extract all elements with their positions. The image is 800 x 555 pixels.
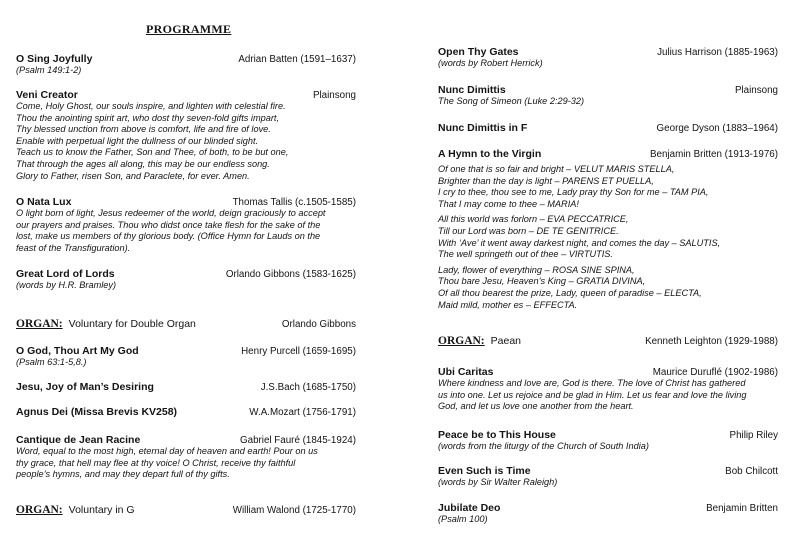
entry-header [16,89,356,101]
programme-entry [438,366,778,413]
organ-item [438,331,521,349]
entry-header [438,84,778,96]
text-line: Of one that is so fair and bright – VELUT MARIS STELLA, [438,164,675,174]
entry-header [16,196,356,208]
text-line: (words by Robert Herrick) [438,58,543,68]
entry-header [16,500,356,518]
composer-name: J.S.Bach (1685-1750) [260,382,356,393]
entry-header [438,46,778,58]
composer-name: Henry Purcell (1659-1695) [241,346,356,357]
text-line: feast of the Transfiguration). [16,242,131,253]
text-line: Thy blessed unction from above is comfort, life and fire of love. [16,124,271,135]
composer-name: Julius Harrison (1885-1963) [657,47,778,58]
text-line: Lady, flower of everything – ROSA SINE SPINA, [438,264,635,275]
piece-title: Voluntary for Double Organ [68,318,196,330]
piece-title: Great Lord of Lords [16,268,115,280]
text-line: Glory to Father, risen Son, and Paraclete, for ever. Amen. [16,170,250,181]
programme-entry [438,331,778,349]
entry-header [16,345,356,357]
text-line: Come, Holy Ghost, our souls inspire, and lighten with celestial fire. [16,101,286,111]
piece-title: Even Such is Time [438,465,531,477]
programme-entry [16,53,356,77]
piece-title: O God, Thou Art My God [16,345,139,357]
piece-title: Nunc Dimittis [438,84,506,96]
organ-label: ORGAN: [438,335,485,347]
text-line: The well springeth out of thee – VIRTUTIS. [438,249,613,260]
text-line: (Psalm 63:1-5,8.) [16,357,87,367]
text-line: O light born of light, Jesus redeemer of the world, deign graciously to accept [16,208,326,218]
hymn-stanza [438,214,778,260]
entry-header [438,502,778,514]
text-line: us into one. Let us rejoice and be glad in Him. Let us fear and love the living [438,389,747,400]
programme-entry [16,434,356,481]
text-line: That I may come to thee – MARIA! [438,198,579,209]
programme-entry [16,196,356,254]
text-line: (Psalm 149:1-2) [16,65,82,75]
hymn-stanza [438,265,778,311]
text-line: people’s hymns, and may they depart full of thy gifts. [16,469,230,480]
entry-header [16,268,356,280]
entry-header [438,429,778,441]
text-line: Thou bare Jesu, Heaven’s King – GRATIA DIVINA, [438,276,646,287]
organ-item [16,500,135,518]
entry-header [438,148,778,160]
text-line: thy grace, that hell may flee at thy voice! O Christ, receive thy faithful [16,457,296,468]
hymn-stanza [438,164,778,210]
entry-header [438,122,778,134]
programme-entry [438,502,778,526]
entry-header [16,406,356,418]
programme-entry [438,84,778,108]
entry-header [16,314,356,332]
text-line: The Song of Simeon (Luke 2:29-32) [438,96,585,106]
piece-title: Agnus Dei (Missa Brevis KV258) [16,406,178,418]
programme-entry [16,381,356,393]
composer-name: William Walond (1725-1770) [232,505,356,516]
text-line: All this world was forlorn – EVA PECCATRICE, [438,214,629,225]
programme-entry [16,406,356,418]
composer-name: George Dyson (1883–1964) [656,123,778,134]
programme-entry [16,345,356,369]
text-line: (words by Sir Walter Raleigh) [438,477,558,487]
piece-title: A Hymn to the Virgin [438,148,542,160]
text-line: Where kindness and love are, God is there. The love of Christ has gathered [438,378,746,388]
text-line: God, and let us love one another from the heart. [438,401,634,412]
entry-header [438,331,778,349]
organ-label: ORGAN: [16,318,63,330]
composer-name: Philip Riley [729,430,778,441]
entry-header [438,465,778,477]
text-line: (Psalm 100) [438,514,488,524]
piece-title: Voluntary in G [68,504,135,516]
programme-entry [16,89,356,182]
programme-entry [438,46,778,70]
composer-name: Plainsong [312,90,356,101]
text-line: lost, make us members of thy glorious body. (Office Hymn for Lauds on the [16,231,321,242]
composer-name: Kenneth Leighton (1929-1988) [645,336,778,347]
piece-title: Ubi Caritas [438,366,494,378]
composer-name: Maurice Duruflé (1902-1986) [652,367,778,378]
piece-title: O Nata Lux [16,196,72,208]
composer-name: Benjamin Britten (1913-1976) [650,149,778,160]
piece-title: Cantique de Jean Racine [16,434,141,446]
entry-header [16,381,356,393]
programme-entry [16,500,356,518]
piece-title: Jesu, Joy of Man’s Desiring [16,381,154,393]
entry-header [16,434,356,446]
text-line: our prayers and praises. Thou who didst once take flesh for the sake of the [16,219,321,230]
text-line: I cry to thee, thou see to me, Lady pray thy Son for me – TAM PIA, [438,187,709,198]
composer-name: Gabriel Fauré (1845-1924) [240,435,356,446]
organ-label: ORGAN: [16,504,63,516]
text-line: Teach us to know the Father, Son and Thee, of both, to be but one, [16,147,289,158]
programme-heading: PROGRAMME [146,22,232,36]
programme-entry [438,122,778,134]
piece-title: Veni Creator [16,89,78,101]
text-line: Brighter than the day is light – PARENS ET PUELLA, [438,175,654,186]
text-line: Of all thou bearest the prize, Lady, queen of paradise – ELECTA, [438,287,702,298]
composer-name: Benjamin Britten [706,503,778,514]
composer-name: Orlando Gibbons (1583-1625) [225,269,356,280]
programme-entry [16,268,356,292]
composer-name: Bob Chilcott [725,466,778,477]
composer-name: Thomas Tallis (c.1505-1585) [232,197,356,208]
programme-entry [438,465,778,489]
text-line: Thou the anointing spirit art, who dost thy seven-fold gifts impart, [16,112,279,123]
composer-name: W.A.Mozart (1756-1791) [249,407,356,418]
composer-name: Orlando Gibbons [281,319,356,330]
piece-title: Nunc Dimittis in F [438,122,528,134]
text-line: Maid mild, mother es – EFFECTA. [438,299,578,310]
text-line: That through the ages all along, this may be our endless song. [16,158,270,169]
entry-header [16,53,356,65]
text-line: Word, equal to the most high, eternal day of heaven and earth! Pour on us [16,446,318,456]
composer-name: Adrian Batten (1591–1637) [238,54,356,65]
programme-entry [438,148,778,311]
entry-header [438,366,778,378]
text-line: (words by H.R. Bramley) [16,280,117,290]
piece-title: Open Thy Gates [438,46,519,58]
composer-name: Plainsong [734,85,778,96]
piece-title: Peace be to This House [438,429,556,441]
piece-title: Paean [490,335,522,347]
piece-title: O Sing Joyfully [16,53,93,65]
text-line: With ‘Ave’ it went away darkest night, and comes the day – SALUTIS, [438,237,721,248]
programme-entry [16,314,356,332]
programme-entry [438,429,778,453]
text-line: Enable with perpetual light the dullness of our blinded sight. [16,135,259,146]
organ-item [16,314,196,332]
text-line: Till our Lord was born – DE TE GENITRICE. [438,225,619,236]
piece-title: Jubilate Deo [438,502,501,514]
text-line: (words from the liturgy of the Church of South India) [438,441,649,451]
